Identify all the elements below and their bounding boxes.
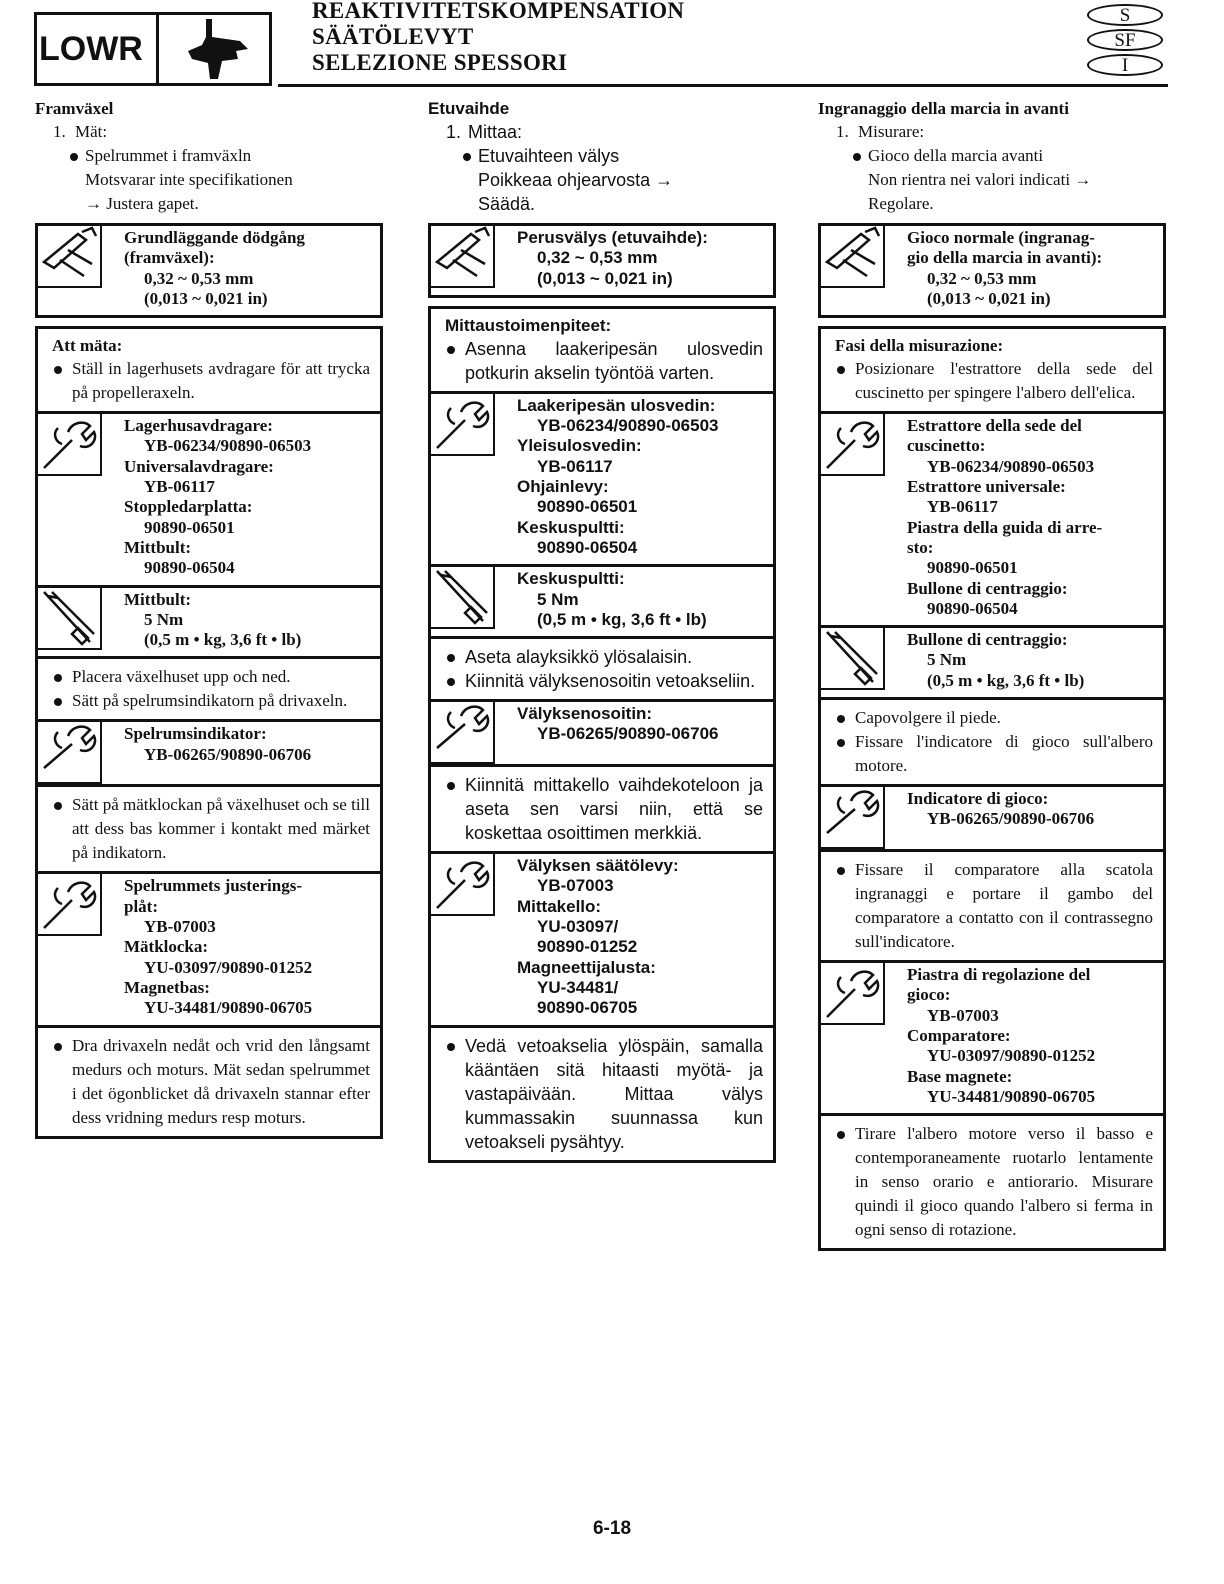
tool-icon xyxy=(38,414,102,476)
tool-icon xyxy=(821,414,885,476)
caliper-icon xyxy=(431,226,495,288)
tool-icon xyxy=(38,722,102,784)
language-badges xyxy=(1087,4,1167,79)
tool-box: Spelrumsindikator: YB-06265/90890-06706 xyxy=(35,719,383,787)
column-finnish xyxy=(428,98,776,1163)
section-logo xyxy=(34,12,272,86)
page-title: REAKTIVITETSKOMPENSATION SÄÄTÖLEVYT SELEZIONE SPESSORI xyxy=(312,0,685,75)
step-detail: Non rientra nei valori indicati → xyxy=(868,170,1092,189)
tool-icon xyxy=(821,787,885,849)
step-item: 1. Mittaa: xyxy=(446,122,523,142)
step-detail: Gioco della marcia avanti xyxy=(818,144,1166,168)
torque-box: Mittbult: 5 Nm (0,5 m • kg, 3,6 ft • lb) xyxy=(35,585,383,660)
step-detail: Etuvaihteen välys xyxy=(428,144,776,168)
procedure-note: Kiinnitä mittakello vaihdekoteloon ja aseta sen varsi niin, että se koskettaa osoittimen merkkiä. xyxy=(428,764,776,854)
page-number: 6-18 xyxy=(592,1518,632,1539)
step-detail: Poikkeaa ohjearvosta → xyxy=(478,170,674,190)
spec-box: Gioco normale (ingranag- gio della marcia in avanti): 0,32 ~ 0,53 mm (0,013 ~ 0,021 in) xyxy=(818,223,1166,318)
language-badge: S xyxy=(1087,4,1163,26)
language-badge: I xyxy=(1087,54,1163,76)
torque-wrench-icon xyxy=(431,567,495,629)
procedure-note: Dra drivaxeln nedåt och vrid den långsamt medurs och moturs. Mät sedan spelrummet i det ögonblicket då drivaxeln stannar efter dess vridning medurs resp moturs. xyxy=(35,1025,383,1139)
column-italian xyxy=(818,98,1166,1251)
step-detail: Motsvarar inte specifikationen xyxy=(85,170,293,189)
procedure-note: Att mäta: Ställ in lagerhusets avdragare för att trycka på propelleraxeln. xyxy=(35,326,383,414)
tool-box: Lagerhusavdragare: YB-06234/90890-06503 Universalavdragare: YB-06117 Stoppledarplatta: 90890-06501 Mittbult: 90890-06504 xyxy=(35,411,383,587)
step-detail: Regolare. xyxy=(868,194,934,213)
torque-wrench-icon xyxy=(38,588,102,650)
caliper-icon xyxy=(38,226,102,288)
tool-box: Välyksen säätölevy: YB-07003 Mittakello: YU-03097/ 90890-01252 Magneettijalusta: YU-34481/ 90890-06705 xyxy=(428,851,776,1027)
tool-box: Välyksenosoitin: YB-06265/90890-06706 xyxy=(428,699,776,767)
tool-icon xyxy=(431,854,495,916)
tool-box: Spelrummets justerings- plåt: YB-07003 Mätklocka: YU-03097/90890-01252 Magnetbas: YU-34481/90890-06705 xyxy=(35,871,383,1027)
spec-box: Grundläggande dödgång (framväxel): 0,32 ~ 0,53 mm (0,013 ~ 0,021 in) xyxy=(35,223,383,318)
step-detail: → Justera gapet. xyxy=(85,194,199,213)
procedure-note: Placera växelhuset upp och ned. Sätt på spelrumsindikatorn på drivaxeln. xyxy=(35,656,383,722)
step-detail: Säädä. xyxy=(478,194,536,214)
column-title: Ingranaggio della marcia in avanti xyxy=(818,99,1069,118)
tool-box: Piastra di regolazione del gioco: YB-07003 Comparatore: YU-03097/90890-01252 Base magnete: YU-34481/90890-06705 xyxy=(818,960,1166,1116)
procedure-note: Fissare il comparatore alla scatola ingranaggi e portare il gambo del comparatore a contatto con il contrassegno sull'indicatore. xyxy=(818,849,1166,963)
torque-wrench-icon xyxy=(821,628,885,690)
language-badge: SF xyxy=(1087,29,1163,51)
procedure-note: Tirare l'albero motore verso il basso e contemporaneamente ruotarlo lentamente in senso orario e antiorario. Misurare quindi il gioco quando l'albero si ferma in ogni senso di rotazione. xyxy=(818,1113,1166,1251)
procedure-note: Fasi della misurazione: Posizionare l'estrattore della sede del cuscinetto per spingere l'albero dell'elica. xyxy=(818,326,1166,414)
procedure-note: Capovolgere il piede. Fissare l'indicatore di gioco sull'albero motore. xyxy=(818,697,1166,787)
header-rule xyxy=(278,84,1168,87)
tool-box: Laakeripesän ulosvedin: YB-06234/90890-06503 Yleisulosvedin: YB-06117 Ohjainlevy: 90890-06501 Keskuspultti: 90890-06504 xyxy=(428,391,776,567)
procedure-note: Sätt på mätklockan på växelhuset och se till att dess bas kommer i kontakt med märket på indikatorn. xyxy=(35,784,383,874)
step-item: 1. Misurare: xyxy=(836,122,925,141)
column-title: Etuvaihde xyxy=(428,99,510,118)
tool-icon xyxy=(431,702,495,764)
step-detail: Spelrummet i framväxln xyxy=(35,144,383,168)
procedure-note: Aseta alayksikkö ylösalaisin. Kiinnitä välyksenosoitin vetoakseliin. xyxy=(428,636,776,702)
tool-box: Estrattore della sede del cuscinetto: YB-06234/90890-06503 Estrattore universale: YB-06117 Piastra della guida di arre- sto: 90890-06501 Bullone di centraggio: 90890-06504 xyxy=(818,411,1166,628)
procedure-note: Vedä vetoakselia ylöspäin, samalla kääntäen sitä hitaasti myötä- ja vastapäivään. Mittaa välys kummassakin suunnassa kun vetoakseli pysähtyy. xyxy=(428,1025,776,1163)
tool-icon xyxy=(431,394,495,456)
step-item: 1. Mät: xyxy=(53,122,108,141)
torque-box: Keskuspultti: 5 Nm (0,5 m • kg, 3,6 ft • lb) xyxy=(428,564,776,639)
tool-icon xyxy=(38,874,102,936)
tool-box: Indicatore di gioco: YB-06265/90890-06706 xyxy=(818,784,1166,852)
spec-box: Perusvälys (etuvaihde): 0,32 ~ 0,53 mm (0,013 ~ 0,021 in) xyxy=(428,223,776,298)
column-swedish xyxy=(35,98,383,1139)
procedure-note: Mittaustoimenpiteet: Asenna laakeripesän ulosvedin potkurin akselin työntöä varten. xyxy=(428,306,776,394)
torque-box: Bullone di centraggio: 5 Nm (0,5 m • kg, 3,6 ft • lb) xyxy=(818,625,1166,700)
caliper-icon xyxy=(821,226,885,288)
lower-unit-icon xyxy=(162,15,269,83)
section-code: LOWR xyxy=(37,15,159,83)
column-title: Framväxel xyxy=(35,99,114,118)
tool-icon xyxy=(821,963,885,1025)
